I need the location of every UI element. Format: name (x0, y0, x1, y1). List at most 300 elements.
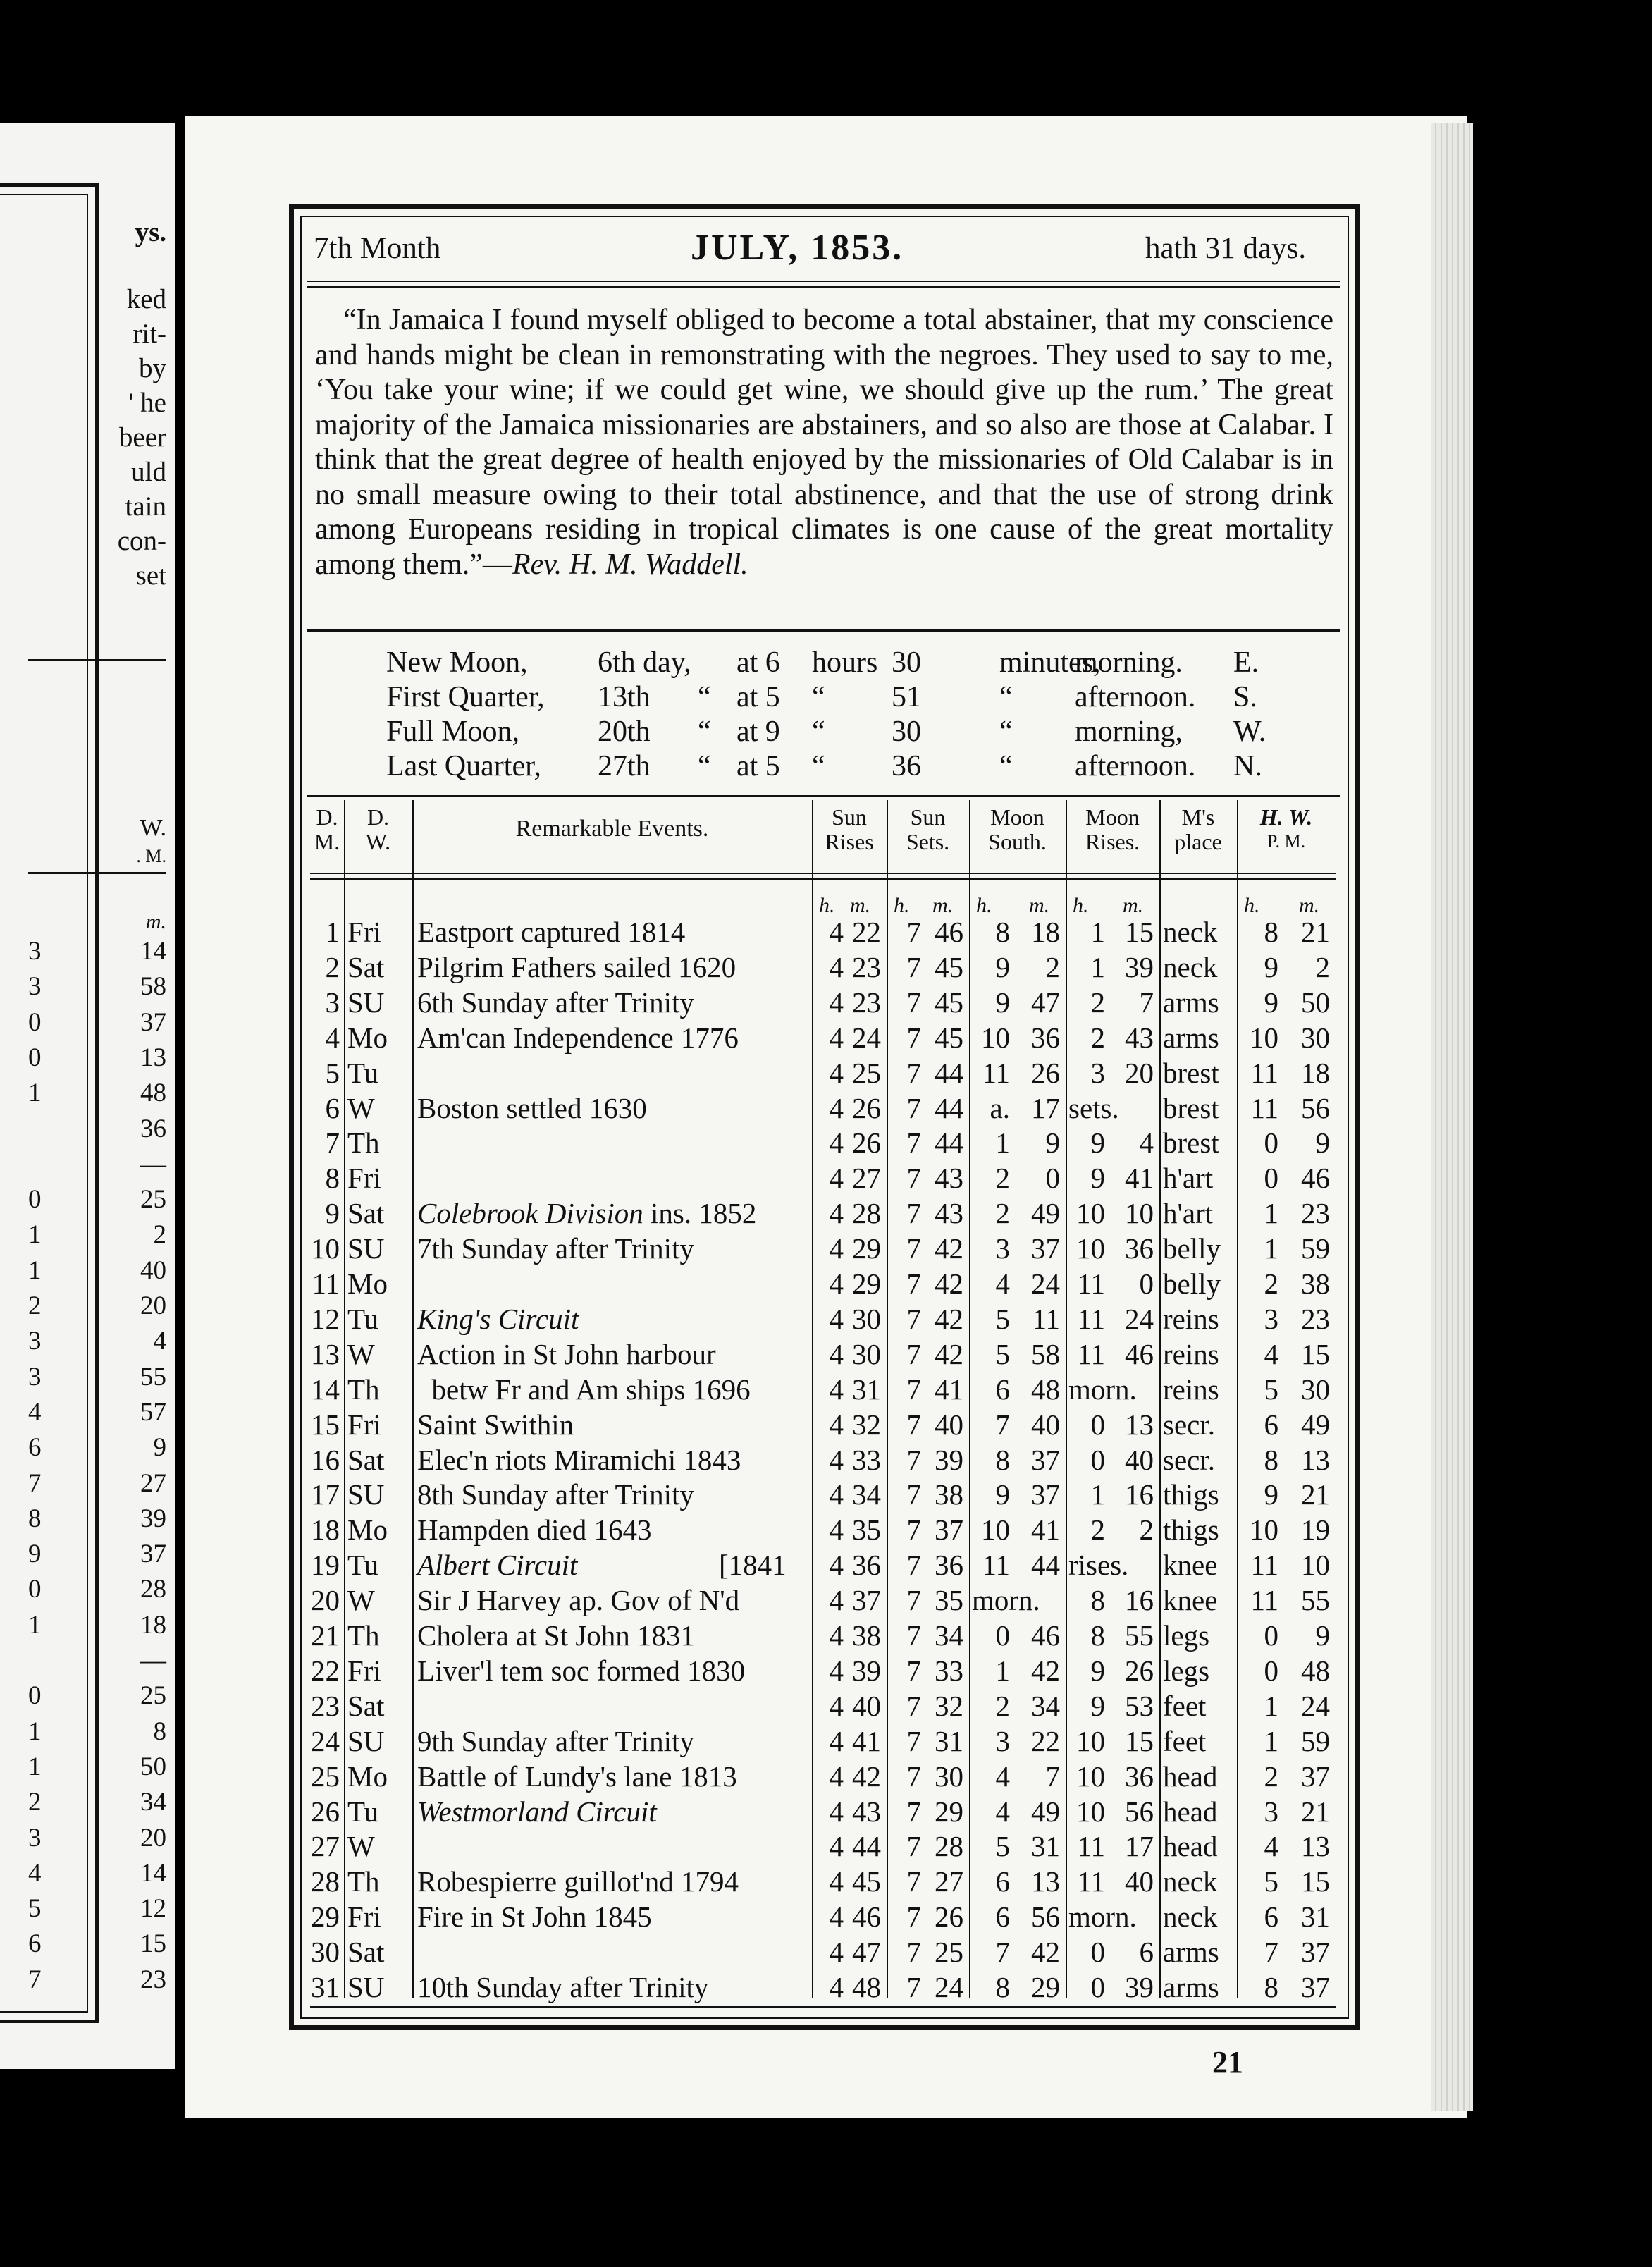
col-remarkable-events: Remarkable Events. (515, 816, 709, 842)
sun-sets-hours: 7 (906, 1654, 921, 1687)
sun-sets-hours: 7 (906, 950, 921, 983)
day-of-month: 9 (325, 1197, 340, 1230)
moon-phase-day: 13th (598, 681, 651, 713)
left-page-prefix: 0 (28, 1575, 42, 1604)
sun-sets-minutes: 31 (935, 1724, 963, 1757)
sun-sets-minutes: 34 (935, 1619, 963, 1652)
day-of-month: 25 (311, 1759, 340, 1793)
moon-rises-minutes: 56 (1125, 1795, 1154, 1828)
moon-phase-hours: “ (812, 681, 825, 713)
left-page-number: 50 (140, 1752, 166, 1781)
day-of-week: SU (347, 985, 385, 1019)
unit-hours-hw: h. (1244, 894, 1260, 917)
moon-rises-minutes: 16 (1125, 1478, 1154, 1511)
moon-south-hours: 5 (995, 1302, 1010, 1335)
high-water-hours: 9 (1264, 950, 1278, 983)
left-page-line: set (135, 560, 166, 591)
high-water-minutes: 19 (1301, 1513, 1330, 1547)
moon-rises-hours: 1 (1090, 916, 1105, 948)
left-page-number: 37 (140, 1007, 166, 1037)
sun-rises-minutes: 43 (852, 1795, 881, 1828)
moon-phase-phase: New Moon, (386, 646, 528, 679)
moon-south-minutes: 7 (1045, 1759, 1060, 1793)
day-of-week: Fri (347, 1654, 381, 1687)
sun-rises-minutes: 38 (852, 1619, 881, 1652)
event-text: Pilgrim Fathers sailed 1620 (417, 950, 736, 983)
moon-south-minutes: 2 (1045, 950, 1060, 983)
sun-sets-hours: 7 (906, 1865, 921, 1898)
high-water-minutes: 13 (1301, 1830, 1330, 1863)
moon-rises-hours: 3 (1090, 1056, 1105, 1089)
sun-rises-hours: 4 (829, 1654, 844, 1687)
sun-rises-hours: 4 (829, 1091, 844, 1124)
left-page-number: 15 (140, 1929, 166, 1959)
sun-rises-hours: 4 (829, 1900, 844, 1934)
table-row (0, 1829, 1652, 1864)
sun-sets-hours: 7 (906, 1549, 921, 1582)
day-of-month: 26 (311, 1795, 340, 1828)
moon-south-hours: 4 (995, 1795, 1010, 1828)
day-of-week: Sat (347, 1443, 385, 1476)
col-day-of-month-line1: D. (316, 804, 338, 830)
sun-sets-minutes: 37 (935, 1513, 963, 1547)
moon-south-minutes: 22 (1031, 1724, 1060, 1757)
event-text: 7th Sunday after Trinity (417, 1232, 694, 1265)
high-water-minutes: 49 (1301, 1408, 1330, 1441)
left-page-prefix: 1 (28, 1752, 42, 1781)
table-row (0, 1688, 1652, 1724)
sun-rises-hours: 4 (829, 1021, 844, 1054)
moon-south-minutes: 42 (1031, 1936, 1060, 1969)
moon-rises-minutes: 39 (1125, 950, 1154, 983)
left-page-number: 57 (140, 1397, 166, 1427)
day-of-month: 20 (311, 1584, 340, 1617)
high-water-minutes: 59 (1301, 1232, 1330, 1265)
day-of-month: 21 (311, 1619, 340, 1652)
sun-sets-hours: 7 (906, 1900, 921, 1934)
day-of-month: 14 (311, 1372, 340, 1406)
sun-rises-hours: 4 (829, 1724, 844, 1757)
moon-south-hours: 7 (995, 1408, 1010, 1441)
left-page-number: 58 (140, 972, 166, 1002)
high-water-minutes: 56 (1301, 1091, 1330, 1124)
event-text: 8th Sunday after Trinity (417, 1478, 694, 1511)
moon-south-hours: 7 (995, 1936, 1010, 1969)
sun-rises-minutes: 34 (852, 1478, 881, 1511)
moon-south-hours: 8 (995, 1443, 1010, 1476)
sun-sets-minutes: 45 (935, 985, 963, 1019)
moon-south-hours: 10 (981, 1513, 1010, 1547)
moon-phase-wind: S. (1233, 681, 1257, 713)
table-row (0, 1231, 1652, 1266)
moon-place: arms (1163, 1021, 1219, 1054)
col-sun-sets-line1: Sun (910, 804, 946, 830)
sun-rises-hours: 4 (829, 1795, 844, 1828)
sun-rises-minutes: 45 (852, 1865, 881, 1898)
left-page-line: uld (131, 457, 166, 487)
moon-south-minutes: 13 (1031, 1865, 1060, 1898)
page-title: JULY, 1853. (691, 228, 904, 268)
high-water-minutes: 13 (1301, 1443, 1330, 1476)
moon-south-hours: a. (990, 1091, 1010, 1124)
table-row (0, 1934, 1652, 1970)
moon-rises-hours: 2 (1090, 1513, 1105, 1547)
left-page-number: 34 (140, 1788, 166, 1817)
moon-south-hours: 9 (995, 985, 1010, 1019)
moon-phase-hours: hours (812, 646, 878, 679)
left-page-number: 25 (140, 1681, 166, 1711)
left-page-number: 4 (153, 1327, 166, 1356)
left-page-number: 12 (140, 1894, 166, 1924)
high-water-minutes: 31 (1301, 1900, 1330, 1934)
sun-sets-hours: 7 (906, 1372, 921, 1406)
moon-place: brest (1163, 1091, 1219, 1124)
day-of-month: 31 (311, 1971, 340, 2003)
moon-phase-unit: “ (999, 681, 1013, 713)
sun-rises-hours: 4 (829, 1865, 844, 1898)
sun-sets-minutes: 35 (935, 1584, 963, 1617)
moon-south-minutes: 18 (1031, 916, 1060, 948)
moon-phase-wind: E. (1233, 646, 1259, 679)
left-page-number: 28 (140, 1575, 166, 1604)
day-of-week: Fri (347, 1162, 381, 1195)
day-of-week: Th (347, 1619, 380, 1652)
page-number: 21 (1212, 2045, 1243, 2079)
moon-south-hours: 3 (995, 1232, 1010, 1265)
moon-place: neck (1163, 916, 1218, 948)
moon-phase-minutes: 30 (892, 715, 921, 748)
moon-south-hours: 5 (995, 1337, 1010, 1370)
high-water-minutes: 46 (1301, 1162, 1330, 1195)
sun-rises-minutes: 29 (852, 1267, 881, 1300)
moon-south-minutes: 24 (1031, 1267, 1060, 1300)
moon-south-minutes: 29 (1031, 1971, 1060, 2003)
event-text: Sir J Harvey ap. Gov of N'd (417, 1584, 740, 1617)
moon-phase-at: at 5 (736, 750, 780, 782)
sun-sets-hours: 7 (906, 1091, 921, 1124)
moon-place: brest (1163, 1126, 1219, 1160)
moon-rises-hours: 9 (1090, 1162, 1105, 1195)
day-of-month: 17 (311, 1478, 340, 1511)
col-moon-place-line2: place (1174, 829, 1222, 854)
day-of-week: SU (347, 1478, 385, 1511)
sun-sets-minutes: 26 (935, 1900, 963, 1934)
moon-rises-minutes: 36 (1125, 1232, 1154, 1265)
left-page-prefix: 3 (28, 937, 42, 966)
left-page-prefix: 3 (28, 1327, 42, 1356)
sun-sets-hours: 7 (906, 1337, 921, 1370)
left-page-prefix: 1 (28, 1255, 42, 1285)
day-of-month: 16 (311, 1443, 340, 1476)
moon-rises-minutes: 15 (1125, 1724, 1154, 1757)
table-row (0, 950, 1652, 985)
moon-south-minutes: 34 (1031, 1689, 1060, 1722)
moon-rises-minutes: 16 (1125, 1584, 1154, 1617)
sun-rises-minutes: 48 (852, 1971, 881, 2003)
sun-sets-hours: 7 (906, 985, 921, 1019)
moon-rises-minutes: 39 (1125, 1971, 1154, 2003)
col-day-of-week-line2: W. (365, 829, 391, 854)
unit-minutes-hw: m. (1299, 894, 1320, 917)
table-row (0, 1407, 1652, 1442)
high-water-hours: 9 (1264, 1478, 1278, 1511)
left-page-number: 55 (140, 1362, 166, 1391)
moon-place: head (1163, 1830, 1218, 1863)
event-text: Eastport captured 1814 (417, 916, 686, 948)
moon-place: reins (1163, 1372, 1219, 1406)
left-page-prefix: 1 (28, 1610, 42, 1640)
day-of-month: 15 (311, 1408, 340, 1441)
moon-south-minutes: 37 (1031, 1232, 1060, 1265)
sun-sets-hours: 7 (906, 1724, 921, 1757)
left-page-line: tain (125, 491, 166, 522)
sun-rises-hours: 4 (829, 1337, 844, 1370)
sun-sets-hours: 7 (906, 1197, 921, 1230)
moon-south-minutes: 56 (1031, 1900, 1060, 1934)
sun-sets-hours: 7 (906, 1689, 921, 1722)
quote-attribution: Rev. H. M. Waddell. (512, 548, 748, 581)
day-of-month: 19 (311, 1549, 340, 1582)
sun-sets-hours: 7 (906, 1021, 921, 1054)
high-water-hours: 9 (1264, 985, 1278, 1019)
high-water-hours: 4 (1264, 1337, 1278, 1370)
moon-place: feet (1163, 1724, 1207, 1757)
month-label: 7th Month (314, 232, 441, 265)
sun-sets-hours: 7 (906, 1513, 921, 1547)
sun-sets-minutes: 29 (935, 1795, 963, 1828)
sun-sets-hours: 7 (906, 1056, 921, 1089)
table-row (0, 985, 1652, 1020)
high-water-minutes: 21 (1301, 1478, 1330, 1511)
moon-place: knee (1163, 1549, 1218, 1582)
sun-sets-hours: 7 (906, 1267, 921, 1300)
table-row (0, 1512, 1652, 1547)
col-moon-south-line2: South. (988, 829, 1047, 854)
sun-rises-hours: 4 (829, 1443, 844, 1476)
col-moon-south-line1: Moon (990, 804, 1044, 830)
high-water-hours: 1 (1264, 1197, 1278, 1230)
high-water-hours: 4 (1264, 1830, 1278, 1863)
left-page-line: ked (126, 284, 166, 314)
left-page-rule (28, 872, 166, 874)
high-water-minutes: 9 (1315, 1126, 1330, 1160)
moon-south-hours: 4 (995, 1759, 1010, 1793)
moon-rises-minutes: 40 (1125, 1865, 1154, 1898)
day-of-month: 27 (311, 1830, 340, 1863)
high-water-hours: 6 (1264, 1900, 1278, 1934)
sun-rises-minutes: 28 (852, 1197, 881, 1230)
sun-sets-minutes: 46 (935, 916, 963, 948)
moon-south-minutes: 42 (1031, 1654, 1060, 1687)
moon-phase-phase: Full Moon, (386, 715, 520, 748)
high-water-minutes: 37 (1301, 1759, 1330, 1793)
moon-phase-tod: morning, (1075, 715, 1183, 748)
moon-rises-hours: 9 (1090, 1689, 1105, 1722)
left-page-prefix: 0 (28, 1043, 42, 1072)
sun-sets-hours: 7 (906, 1302, 921, 1335)
moon-south-minutes: 49 (1031, 1197, 1060, 1230)
day-of-month: 11 (312, 1267, 340, 1300)
left-page-prefix: 1 (28, 1716, 42, 1746)
day-of-week: W (347, 1584, 375, 1617)
high-water-minutes: 37 (1301, 1936, 1330, 1969)
high-water-minutes: 18 (1301, 1056, 1330, 1089)
moon-place: knee (1163, 1584, 1218, 1617)
moon-place: arms (1163, 985, 1219, 1019)
day-of-month: 28 (311, 1865, 340, 1898)
day-of-month: 4 (325, 1021, 340, 1054)
moon-south-minutes: 26 (1031, 1056, 1060, 1089)
day-of-week: Fri (347, 1408, 381, 1441)
moon-phase-ditto1: “ (698, 750, 711, 782)
left-page-col-header: . M. (136, 846, 166, 866)
high-water-hours: 0 (1264, 1162, 1278, 1195)
col-sun-rises-line2: Rises (825, 829, 874, 854)
sun-rises-hours: 4 (829, 1689, 844, 1722)
high-water-hours: 0 (1264, 1654, 1278, 1687)
sun-sets-minutes: 27 (935, 1865, 963, 1898)
moon-south-minutes: 49 (1031, 1795, 1060, 1828)
moon-south-minutes: 36 (1031, 1021, 1060, 1054)
moon-south-hours: 2 (995, 1197, 1010, 1230)
moon-place: legs (1163, 1619, 1210, 1652)
moon-rises-minutes: 46 (1125, 1337, 1154, 1370)
header-underline-2 (310, 878, 1336, 880)
moon-phase-tod: afternoon. (1075, 750, 1196, 782)
moon-rises-minutes: 2 (1139, 1513, 1154, 1547)
day-of-week: SU (347, 1971, 385, 2003)
moon-south-minutes: 48 (1031, 1372, 1060, 1406)
day-of-month: 22 (311, 1654, 340, 1687)
day-of-week: Sat (347, 1936, 385, 1969)
sun-sets-minutes: 30 (935, 1759, 963, 1793)
col-sun-sets-line2: Sets. (906, 829, 950, 854)
moon-rises-minutes: 55 (1125, 1619, 1154, 1652)
moon-phase-ditto1: “ (698, 715, 711, 748)
quote-text: “In Jamaica I found myself obliged to become a total abstainer, that my conscience and hands might be clean in remonstrating with the negroes. They used to say to me, ‘You take your wine; if we could get wine, we should give up the rum.’ The great majority of the Jamaica missionaries are abstainers, and so also are those at Calabar. I think that the great degree of health enjoyed by the missionaries of Old Calabar is in no small measure owing to their total abstinence, and that the use of strong drink among Europeans residing in tropical climates is one cause of the great mortality among them.”— (315, 304, 1333, 581)
moon-place: reins (1163, 1337, 1219, 1370)
moon-south-hours: 4 (995, 1267, 1010, 1300)
left-page-prefix: 2 (28, 1788, 42, 1817)
left-page-line: con- (117, 526, 166, 556)
moon-rises-minutes: 40 (1125, 1443, 1154, 1476)
left-page-prefix: 0 (28, 1185, 42, 1215)
moon-rises-hours: 11 (1077, 1302, 1105, 1335)
unit-hours-sr: h. (819, 894, 835, 917)
left-page-number: 40 (140, 1255, 166, 1285)
sun-rises-hours: 4 (829, 1232, 844, 1265)
high-water-minutes: 9 (1315, 1619, 1330, 1652)
moon-phase-minutes: 51 (892, 681, 921, 713)
sun-rises-minutes: 27 (852, 1162, 881, 1195)
moon-rises-minutes: 20 (1125, 1056, 1154, 1089)
header-rule-2 (307, 286, 1340, 288)
moon-place: secr. (1163, 1443, 1215, 1476)
high-water-minutes: 48 (1301, 1654, 1330, 1687)
sun-rises-hours: 4 (829, 1197, 844, 1230)
table-row (0, 1055, 1652, 1091)
sun-sets-minutes: 28 (935, 1830, 963, 1863)
moon-south-hours: 0 (995, 1619, 1010, 1652)
table-row (0, 1301, 1652, 1337)
left-page-line: by (139, 353, 166, 383)
left-page-line: ' he (128, 388, 166, 418)
sun-sets-hours: 7 (906, 1936, 921, 1969)
moon-rises-hours: 11 (1077, 1337, 1105, 1370)
day-of-week: SU (347, 1724, 385, 1757)
event-text: 6th Sunday after Trinity (417, 985, 694, 1019)
event-text: Action in St John harbour (417, 1337, 716, 1370)
table-row (0, 1583, 1652, 1618)
sun-sets-minutes: 45 (935, 1021, 963, 1054)
moon-phase-at: at 6 (736, 646, 780, 679)
sun-sets-minutes: 33 (935, 1654, 963, 1687)
table-row (0, 1196, 1652, 1231)
moon-place: reins (1163, 1302, 1219, 1335)
event-text-suffix: ins. 1852 (643, 1197, 757, 1230)
sun-rises-minutes: 36 (852, 1549, 881, 1582)
left-page-unit: m. (145, 910, 166, 933)
table-row (0, 1547, 1652, 1583)
moon-phase-unit: “ (999, 750, 1013, 782)
left-page-prefix: 8 (28, 1504, 42, 1533)
moon-place: h'art (1163, 1162, 1214, 1195)
moon-place: legs (1163, 1654, 1210, 1687)
sun-rises-minutes: 22 (852, 916, 881, 948)
header-underline (310, 873, 1336, 874)
high-water-hours: 3 (1264, 1302, 1278, 1335)
event-text: Albert Circuit (417, 1549, 578, 1582)
day-of-month: 6 (325, 1091, 340, 1124)
high-water-hours: 1 (1264, 1724, 1278, 1757)
moon-place: neck (1163, 1900, 1218, 1934)
moon-place: head (1163, 1759, 1218, 1793)
sun-sets-hours: 7 (906, 1126, 921, 1160)
sun-sets-hours: 7 (906, 1759, 921, 1793)
moon-south-hours: 3 (995, 1724, 1010, 1757)
moon-phase-wind: W. (1233, 715, 1266, 748)
high-water-hours: 1 (1264, 1689, 1278, 1722)
event-text: King's Circuit (417, 1302, 579, 1335)
moon-phase-minutes: 30 (892, 646, 921, 679)
day-of-week: Th (347, 1372, 380, 1406)
day-of-month: 23 (311, 1689, 340, 1722)
left-page-number: 36 (140, 1114, 166, 1143)
high-water-minutes: 23 (1301, 1197, 1330, 1230)
moon-rises-minutes: 6 (1139, 1936, 1154, 1969)
high-water-hours: 8 (1264, 1443, 1278, 1476)
moon-south-minutes: 47 (1031, 985, 1060, 1019)
moon-south-hours: 6 (995, 1900, 1010, 1934)
sun-sets-minutes: 38 (935, 1478, 963, 1511)
sun-rises-minutes: 30 (852, 1337, 881, 1370)
sun-sets-hours: 7 (906, 1795, 921, 1828)
sun-sets-hours: 7 (906, 1443, 921, 1476)
sun-sets-minutes: 45 (935, 950, 963, 983)
moon-rises-hours: 8 (1090, 1584, 1105, 1617)
day-of-month: 30 (311, 1936, 340, 1969)
sun-sets-minutes: 44 (935, 1056, 963, 1089)
day-of-month: 5 (325, 1056, 340, 1089)
moon-phase-tod: morning. (1075, 646, 1183, 679)
sun-sets-hours: 7 (906, 1478, 921, 1511)
moon-rises-hours: 1 (1090, 950, 1105, 983)
high-water-hours: 5 (1264, 1372, 1278, 1406)
moon-rises-hours: 10 (1076, 1759, 1105, 1793)
sun-rises-hours: 4 (829, 1830, 844, 1863)
day-of-month: 18 (311, 1513, 340, 1547)
left-page-prefix: 6 (28, 1929, 42, 1959)
